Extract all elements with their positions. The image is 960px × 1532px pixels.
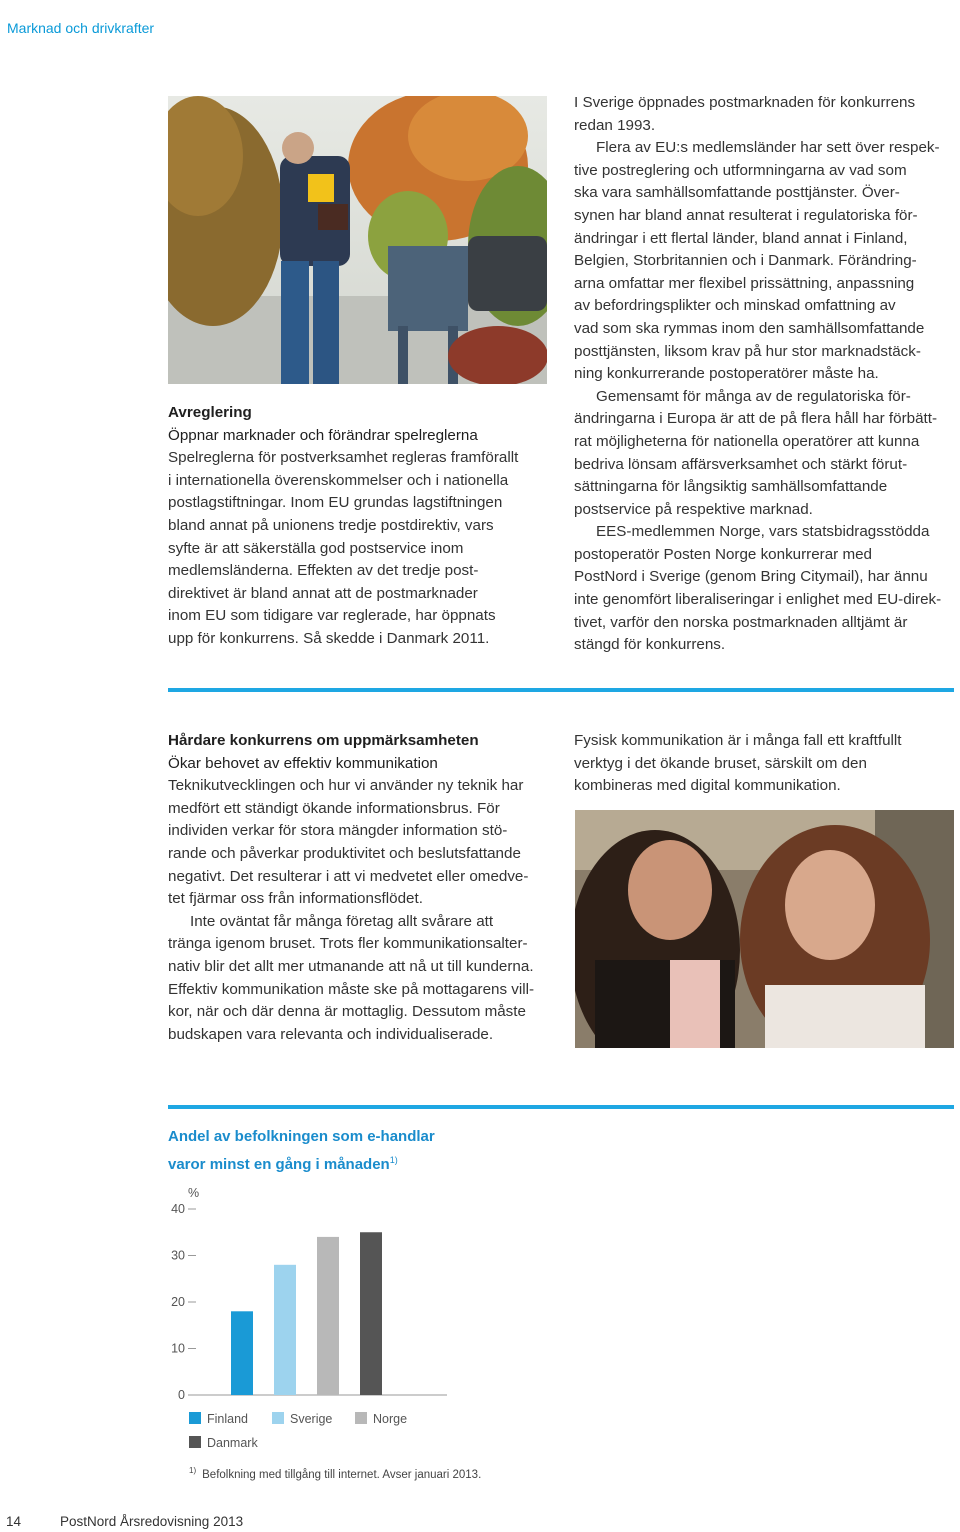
text-line: stängd för konkurrens. bbox=[574, 636, 726, 654]
paragraph bbox=[574, 386, 958, 522]
text-line: Spelreglerna för postverksamhet regleras framförallt bbox=[168, 449, 519, 467]
avreglering-body bbox=[168, 447, 548, 650]
text-line: rande och påverkar produktivitet och beslutsfattande bbox=[168, 844, 521, 862]
legend-item-finland bbox=[189, 1412, 248, 1426]
text-line: PostNord i Sverige (genom Bring Citymail), har ännu bbox=[574, 568, 928, 586]
chart-title bbox=[168, 1126, 498, 1176]
section-divider bbox=[168, 688, 954, 692]
text-line: ning konkurrerande postoperatörer måste ha. bbox=[574, 365, 879, 383]
bar-chart bbox=[160, 1180, 460, 1405]
legend-swatch bbox=[355, 1412, 367, 1424]
bar-norge bbox=[317, 1237, 339, 1395]
text-line: Inte oväntat får många företag allt svårare att bbox=[190, 912, 494, 930]
fysisk-section bbox=[574, 730, 958, 798]
konkurrens-section bbox=[168, 730, 552, 1046]
chart-footnote bbox=[189, 1466, 481, 1481]
section-header: Marknad och drivkrafter bbox=[7, 20, 155, 36]
page-number: 14 bbox=[6, 1514, 22, 1529]
legend-swatch bbox=[189, 1412, 201, 1424]
text-line: upp för konkurrens. Så skedde i Danmark 2011. bbox=[168, 629, 490, 647]
chart-title-line: Andel av befolkningen som e-handlar bbox=[168, 1128, 435, 1145]
text-line: kombineras med digital kommunikation. bbox=[574, 777, 841, 795]
text-line: ändringar i ett flertal länder, bland annat i Finland, bbox=[574, 229, 908, 247]
konkurrens-title: Hårdare konkurrens om uppmärksamheten bbox=[168, 732, 479, 749]
legend-swatch bbox=[189, 1436, 201, 1448]
paragraph bbox=[574, 137, 958, 386]
avreglering-title: Avreglering bbox=[168, 404, 252, 421]
text-line: rat möjligheterna för nationella operatörer att kunna bbox=[574, 432, 920, 450]
legend-item-norge bbox=[355, 1412, 407, 1426]
legend-label: Danmark bbox=[207, 1436, 258, 1450]
y-tick-label: 0 bbox=[178, 1388, 185, 1402]
y-tick-label: 20 bbox=[171, 1295, 185, 1309]
text-line: medlemsländerna. Effekten av det tredje post- bbox=[168, 562, 479, 580]
chart-title-text: varor minst en gång i månaden bbox=[168, 1155, 390, 1173]
text-line: tränga igenom bruset. Trots fler kommunikationsalter- bbox=[168, 935, 528, 953]
section-divider bbox=[168, 1105, 954, 1109]
bar-danmark bbox=[360, 1232, 382, 1395]
text-line: syfte är att säkerställa god postservice inom bbox=[168, 539, 464, 557]
legend-item-sverige bbox=[272, 1412, 332, 1426]
text-line: kor, när och där denna är mottaglig. Dessutom måste bbox=[168, 1003, 526, 1021]
text-line: Belgien, Storbritannien och i Danmark. Förändring- bbox=[574, 252, 917, 270]
text-line: ändringarna i Europa är att de på flera håll har förbätt- bbox=[574, 410, 938, 428]
text-line: postoperatör Posten Norge konkurrerar med bbox=[574, 545, 872, 563]
text-line: i internationella överenskommelser och i nationella bbox=[168, 471, 509, 489]
text-line: negativt. Det resulterar i att vi medvetet eller omedve- bbox=[168, 867, 529, 885]
text-line: bedriva lönsam affärsverksamhet och stärkt förut- bbox=[574, 455, 908, 473]
legend-label: Norge bbox=[373, 1412, 408, 1426]
chart-title-line bbox=[168, 1149, 498, 1177]
footnote-marker: 1) bbox=[189, 1466, 197, 1475]
mailbox-photo bbox=[168, 96, 547, 384]
text-line: vad som ska rymmas inom den samhällsomfattande bbox=[574, 319, 925, 337]
konkurrens-subtitle: Ökar behovet av effektiv kommunikation bbox=[168, 754, 438, 772]
text-line: nativ blir det allt mer utmanande att nå ut till kunderna. bbox=[168, 957, 534, 975]
legend-label: Sverige bbox=[290, 1412, 333, 1426]
market-text-column bbox=[574, 92, 958, 657]
text-line: budskapen vara relevanta och individualiserade. bbox=[168, 1025, 494, 1043]
paragraph bbox=[168, 911, 552, 1047]
paragraph bbox=[168, 775, 552, 911]
text-line: individen verkar för stora mängder information stö- bbox=[168, 822, 508, 840]
legend-item-danmark bbox=[189, 1436, 258, 1450]
text-line: sättningarna för långsiktig samhällsomfattande bbox=[574, 478, 888, 496]
text-line: arna omfattar mer flexibel prissättning, anpassning bbox=[574, 274, 915, 292]
text-line: direktivet är bland annat att de postmarknader bbox=[168, 584, 478, 602]
text-line: Flera av EU:s medlemsländer har sett över respek- bbox=[596, 139, 940, 157]
text-line: medfört ett ständigt ökande informationsbrus. För bbox=[168, 799, 500, 817]
y-tick-label: 10 bbox=[171, 1341, 185, 1356]
y-tick-label: 30 bbox=[171, 1248, 185, 1263]
text-line: verktyg i det ökande bruset, särskilt om den bbox=[574, 754, 867, 772]
text-line: postlagstiftningar. Inom EU grundas lagstiftningen bbox=[168, 494, 503, 512]
text-line: tivet, varför den norska postmarknaden alltjämt är bbox=[574, 613, 908, 631]
text-line: Fysisk kommunikation är i många fall ett kraftfullt bbox=[574, 732, 902, 749]
legend-label: Finland bbox=[207, 1412, 248, 1426]
text-line: posttjänsten, liksom krav på hur stor marknadstäck- bbox=[574, 342, 921, 360]
text-line: Gemensamt för många av de regulatoriska för- bbox=[596, 387, 911, 405]
y-axis-unit: % bbox=[188, 1186, 200, 1200]
text-line: inom EU som tidigare var reglerade, har öppnats bbox=[168, 607, 496, 625]
footnote-text: Befolkning med tillgång till internet. Avser januari 2013. bbox=[202, 1468, 482, 1481]
text-line: Effektiv kommunikation måste ske på mottagarens vill- bbox=[168, 980, 535, 998]
text-line: ska vara samhällsomfattande posttjänster. Över- bbox=[574, 184, 900, 202]
bar-finland bbox=[231, 1311, 253, 1395]
avreglering-section bbox=[168, 402, 548, 651]
text-line: bland annat på unionens tredje postdirektiv, vars bbox=[168, 516, 494, 534]
women-phone-photo bbox=[575, 810, 954, 1048]
text-line: synen har bland annat resulterat i regulatoriska för- bbox=[574, 206, 918, 224]
legend-swatch bbox=[272, 1412, 284, 1424]
text-line: inte genomfört liberaliseringar i enlighet med EU-direk- bbox=[574, 591, 942, 609]
y-tick-label: 40 bbox=[171, 1202, 185, 1216]
text-line: tet fjärmar oss från informationsflödet. bbox=[168, 890, 423, 908]
text-line: I Sverige öppnades postmarknaden för konkurrens bbox=[574, 94, 916, 111]
paragraph bbox=[574, 521, 958, 657]
text-line: tive postreglering och utformningarna av vad som bbox=[574, 161, 907, 179]
text-line: postservice på respektive marknad. bbox=[574, 500, 813, 518]
footer-title: PostNord Årsredovisning 2013 bbox=[60, 1514, 244, 1529]
text-line: EES-medlemmen Norge, vars statsbidragsstödda bbox=[596, 523, 930, 541]
text-line: Teknikutvecklingen och hur vi använder ny teknik har bbox=[168, 777, 524, 795]
text-line: redan 1993. bbox=[574, 116, 656, 134]
chart-title-footnote-marker: 1) bbox=[389, 1154, 398, 1165]
bar-sverige bbox=[274, 1265, 296, 1395]
paragraph bbox=[574, 92, 958, 137]
text-line: av befordringsplikter och minskad omfattning av bbox=[574, 297, 896, 315]
avreglering-subtitle: Öppnar marknader och förändrar spelreglerna bbox=[168, 426, 478, 444]
